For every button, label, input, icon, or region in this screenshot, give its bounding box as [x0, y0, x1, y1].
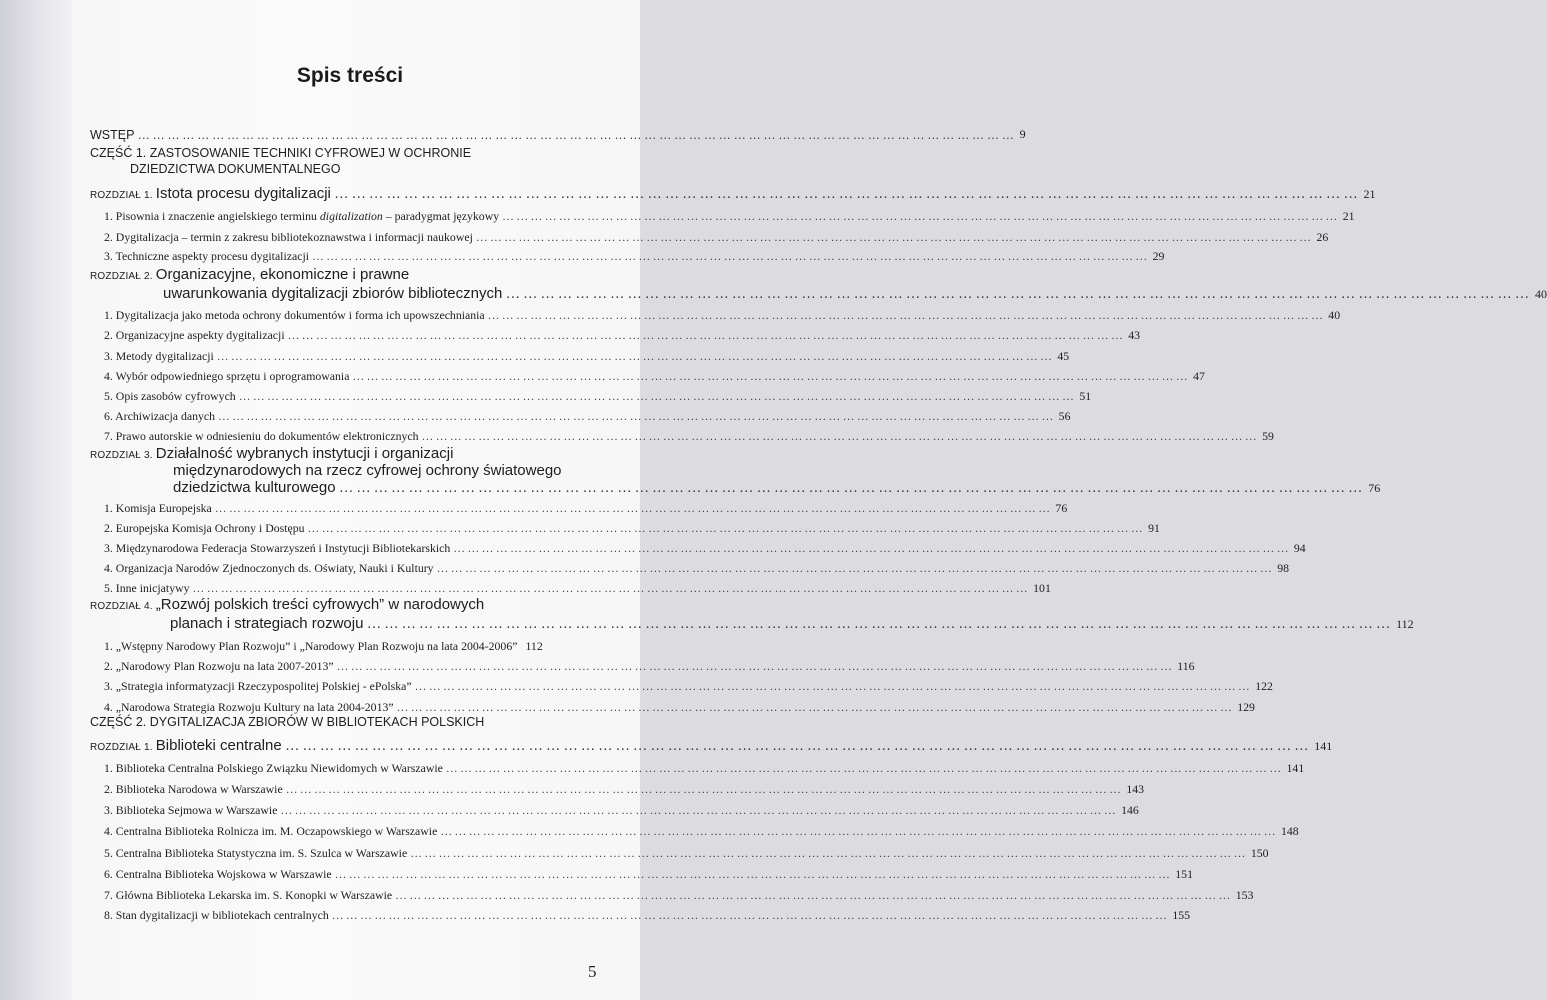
dot-leader: …………………………………………………………………………………………………………………………………………………………… [192, 581, 1031, 595]
toc-chapter-1-4-line1 [90, 596, 484, 614]
toc-chapter-1-3-line1 [90, 445, 453, 463]
dot-leader: …………………………………………………………………………………………………………………………………………………………… [307, 521, 1146, 535]
toc-item: 6. Centralna Biblioteka Wojskowa w Warszawie …………………………………………………………………………………………………………………………………………………………… 151 [104, 867, 1193, 881]
toc-entry-page: 40 [1534, 287, 1547, 301]
toc-entry-page: 146 [1121, 803, 1139, 817]
toc-item: 5. Centralna Biblioteka Statystyczna im. S. Szulca w Warszawie …………………………………………………………………………………………………………………………………………………………… 150 [104, 846, 1269, 860]
toc-item: 2. Biblioteka Narodowa w Warszawie …………………………………………………………………………………………………………………………………………………………… 143 [104, 782, 1145, 796]
toc-entry-page: 150 [1250, 846, 1269, 860]
toc-entry-page: 40 [1328, 308, 1341, 322]
toc-item: 2. „Narodowy Plan Rozwoju na lata 2007-2013” …………………………………………………………………………………………………………………………………………………………… 116 [104, 659, 1195, 673]
dot-leader: …………………………………………………………………………………………………………………………………………………………… [410, 846, 1248, 860]
chapter-keyword: ROZDZIAŁ 3. [90, 450, 153, 461]
toc-entry-page: 143 [1126, 782, 1145, 796]
toc-item: 2. Dygitalizacja – termin z zakresu bibliotekoznawstwa i informacji naukowej …………………………………………………………………………………………………………………………………………………………… 26 [104, 230, 1329, 244]
dot-leader: …………………………………………………………………………………………………………………………………………………………… [352, 369, 1191, 383]
toc-item: 2. Organizacyjne aspekty dygitalizacji …………………………………………………………………………………………………………………………………………………………… 43 [104, 328, 1141, 342]
dot-leader: …………………………………………………………………………………………………………………………………………………………… [238, 389, 1077, 403]
toc-item: 3. Metody dygitalizacji …………………………………………………………………………………………………………………………………………………………… 45 [104, 349, 1070, 363]
toc-entry-page: 56 [1058, 409, 1071, 423]
dot-leader: …………………………………………………………………………………………………………………………………………………………… [216, 349, 1055, 363]
toc-item: 1. „Wstępny Narodowy Plan Rozwoju” i „Narodowy Plan Rozwoju na lata 2004-2006” 112 [104, 639, 543, 653]
dot-leader: …………………………………………………………………………………………………………………………………………………………… [475, 230, 1314, 244]
chapter-title: Istota procesu dygitalizacji [155, 185, 331, 202]
dot-leader: …………………………………………………………………………………………………………………………………………………………… [453, 541, 1291, 555]
toc-chapter-2-1 [90, 736, 1333, 754]
toc-chapter-1-4 [170, 614, 1414, 632]
toc-entry-page: 76 [1055, 501, 1068, 515]
toc-entry-page: 155 [1172, 908, 1191, 922]
chapter-title: Biblioteki centralne [155, 737, 282, 754]
dot-leader: …………………………………………………………………………………………………………………………………………………………… [436, 561, 1275, 575]
toc-entry-page: 45 [1057, 349, 1070, 363]
chapter-title: Organizacyjne, ekonomiczne i prawne [155, 266, 410, 283]
page-number: 5 [588, 962, 597, 981]
toc-item: 7. Prawo autorskie w odniesieniu do dokumentów elektronicznych …………………………………………………………………………………………………………………………………………………………… 59 [104, 429, 1274, 443]
toc-item: 1. Pisownia i znaczenie angielskiego terminu digitalization – paradygmat językowy …………………………………………………………………………………………………………………………………………………………… 21 [104, 209, 1355, 223]
toc-chapter-1-2-line1 [90, 266, 409, 284]
dot-leader: …………………………………………………………………………………………………………………………………………………………… [395, 888, 1233, 902]
toc-entry-page: 112 [1396, 617, 1414, 631]
toc-entry-page: 112 [525, 639, 543, 653]
toc-entry-page: 94 [1293, 541, 1306, 555]
dot-leader: …………………………………………………………………………………………………………………………………………………………… [312, 249, 1150, 263]
toc-item: 1. Dygitalizacja jako metoda ochrony dokumentów i forma ich upowszechniania …………………………………………………………………………………………………………………………………………………………… 40 [104, 308, 1341, 322]
toc-entry-page: 116 [1177, 659, 1195, 673]
toc-item: 3. Techniczne aspekty procesu dygitalizacji …………………………………………………………………………………………………………………………………………………………… 29 [104, 249, 1165, 263]
dot-leader: …………………………………………………………………………………………………………………………………………………………… [280, 803, 1119, 817]
toc-item: 4. „Narodowa Strategia Rozwoju Kultury na lata 2004-2013” …………………………………………………………………………………………………………………………………………………………… 129 [104, 700, 1255, 714]
toc-entry-page: 47 [1193, 369, 1205, 383]
toc-item: 7. Główna Biblioteka Lekarska im. S. Konopki w Warszawie …………………………………………………………………………………………………………………………………………………………… 153 [104, 888, 1254, 902]
dot-leader: …………………………………………………………………………………………………………………………………………………………… [338, 479, 1366, 496]
dot-leader: …………………………………………………………………………………………………………………………………………………………… [414, 679, 1253, 693]
chapter-title-cont: uwarunkowania dygitalizacji zbiorów bibliotecznych [163, 285, 503, 302]
dot-leader: …………………………………………………………………………………………………………………………………………………………… [445, 761, 1284, 775]
toc-item: 3. „Strategia informatyzacji Rzeczypospolitej Polskiej - ePolska” …………………………………………………………………………………………………………………………………………………………… 122 [104, 679, 1273, 693]
part-1-heading-cont: DZIEDZICTWA DOKUMENTALNEGO [130, 162, 341, 176]
toc-entry-page: 59 [1262, 429, 1274, 443]
dot-leader: …………………………………………………………………………………………………………………………………………………………… [137, 128, 1017, 142]
chapter-title-cont: dziedzictwa kulturowego [173, 479, 336, 496]
toc-entry-page: 76 [1368, 481, 1381, 495]
toc-entry-page: 29 [1152, 249, 1165, 263]
italic-term: digitalization [319, 209, 383, 223]
toc-entry-page: 51 [1079, 389, 1092, 403]
dot-leader: …………………………………………………………………………………………………………………………………………………………… [284, 737, 1312, 754]
dot-leader: …………………………………………………………………………………………………………………………………………………………… [285, 782, 1124, 796]
dot-leader: …………………………………………………………………………………………………………………………………………………………… [421, 429, 1260, 443]
dot-leader: …………………………………………………………………………………………………………………………………………………………… [218, 409, 1056, 423]
toc-entry-page: 153 [1235, 888, 1254, 902]
dot-leader: …………………………………………………………………………………………………………………………………………………………… [487, 308, 1326, 322]
dot-leader: …………………………………………………………………………………………………………………………………………………………… [396, 700, 1235, 714]
dot-leader: …………………………………………………………………………………………………………………………………………………………… [334, 867, 1173, 881]
chapter-title: Działalność wybranych instytucji i organizacji [155, 445, 454, 462]
dot-leader: …………………………………………………………………………………………………………………………………………………………… [505, 285, 1532, 302]
dot-leader: …………………………………………………………………………………………………………………………………………………………… [440, 824, 1278, 838]
chapter-title: „Rozwój polskich treści cyfrowych” w narodowych [155, 596, 485, 613]
toc-chapter-1-3 [173, 478, 1381, 496]
toc-item: 4. Wybór odpowiedniego sprzętu i oprogramowania …………………………………………………………………………………………………………………………………………………………… 47 [104, 369, 1205, 383]
dot-leader: …………………………………………………………………………………………………………………………………………………………… [333, 185, 1361, 202]
toc-item: 4. Centralna Biblioteka Rolnicza im. M. Oczapowskiego w Warszawie …………………………………………………………………………………………………………………………………………………………… 148 [104, 824, 1299, 838]
toc-chapter-1-1 [90, 184, 1376, 202]
toc-item: 1. Komisja Europejska …………………………………………………………………………………………………………………………………………………………… 76 [104, 501, 1068, 515]
toc-entry-page: 141 [1286, 761, 1305, 775]
chapter-keyword: ROZDZIAŁ 4. [90, 601, 153, 612]
toc-item: 2. Europejska Komisja Ochrony i Dostępu …………………………………………………………………………………………………………………………………………………………… 91 [104, 521, 1160, 535]
toc-chapter-1-2 [163, 284, 1547, 302]
chapter-keyword: ROZDZIAŁ 1. [90, 742, 153, 753]
toc-entry-page: 21 [1342, 209, 1355, 223]
toc-entry-page: 129 [1237, 700, 1255, 714]
dot-leader: …………………………………………………………………………………………………………………………………………………………… [336, 659, 1175, 673]
toc-entry-page: 101 [1033, 581, 1051, 595]
chapter-keyword: ROZDZIAŁ 1. [90, 190, 153, 201]
toc-entry-intro [90, 124, 1026, 142]
toc-entry-page: 9 [1019, 127, 1026, 141]
dot-leader: …………………………………………………………………………………………………………………………………………………………… [502, 209, 1340, 223]
toc-entry-page: 98 [1277, 561, 1289, 575]
dot-leader: …………………………………………………………………………………………………………………………………………………………… [366, 615, 1394, 632]
toc-entry-page: 21 [1363, 187, 1376, 201]
toc-entry-page: 141 [1314, 739, 1333, 753]
dot-leader: …………………………………………………………………………………………………………………………………………………………… [331, 908, 1170, 922]
toc-entry-page: 91 [1148, 521, 1160, 535]
toc-entry-label: WSTĘP [90, 128, 135, 142]
toc-entry-page: 151 [1175, 867, 1193, 881]
toc-item: 3. Międzynarodowa Federacja Stowarzyszeń i Instytucji Bibliotekarskich …………………………………………………………………………………………………………………………………………………………… 94 [104, 541, 1306, 555]
toc-entry-page: 43 [1128, 328, 1141, 342]
dot-leader: …………………………………………………………………………………………………………………………………………………………… [287, 328, 1126, 342]
toc-item: 8. Stan dygitalizacji w bibliotekach centralnych …………………………………………………………………………………………………………………………………………………………… 155 [104, 908, 1191, 922]
part-1-heading: CZĘŚĆ 1. ZASTOSOWANIE TECHNIKI CYFROWEJ W OCHRONIE [90, 146, 472, 160]
toc-item: 3. Biblioteka Sejmowa w Warszawie …………………………………………………………………………………………………………………………………………………………… 146 [104, 803, 1139, 817]
toc-entry-page: 122 [1255, 679, 1273, 693]
chapter-title-cont: planach i strategiach rozwoju [170, 615, 364, 632]
toc-item: 6. Archiwizacja danych …………………………………………………………………………………………………………………………………………………………… 56 [104, 409, 1071, 423]
toc-item: 4. Organizacja Narodów Zjednoczonych ds. Oświaty, Nauki i Kultury …………………………………………………………………………………………………………………………………………………………… 98 [104, 561, 1289, 575]
toc-item: 5. Inne inicjatywy …………………………………………………………………………………………………………………………………………………………… 101 [104, 581, 1051, 595]
toc-entry-page: 148 [1280, 824, 1299, 838]
chapter-keyword: ROZDZIAŁ 2. [90, 271, 153, 282]
toc-item: 1. Biblioteka Centralna Polskiego Związku Niewidomych w Warszawie …………………………………………………………………………………………………………………………………………………………… 141 [104, 761, 1305, 775]
part-2-heading: CZĘŚĆ 2. DYGITALIZACJA ZBIORÓW W BIBLIOTEKACH POLSKICH [90, 715, 485, 729]
toc-item: 5. Opis zasobów cyfrowych …………………………………………………………………………………………………………………………………………………………… 51 [104, 389, 1092, 403]
page-title: Spis treści [296, 64, 404, 87]
toc-entry-page: 26 [1316, 230, 1329, 244]
toc-chapter-1-3-line2: międzynarodowych na rzecz cyfrowej ochrony światowego [173, 462, 562, 479]
dot-leader: …………………………………………………………………………………………………………………………………………………………… [214, 501, 1053, 515]
